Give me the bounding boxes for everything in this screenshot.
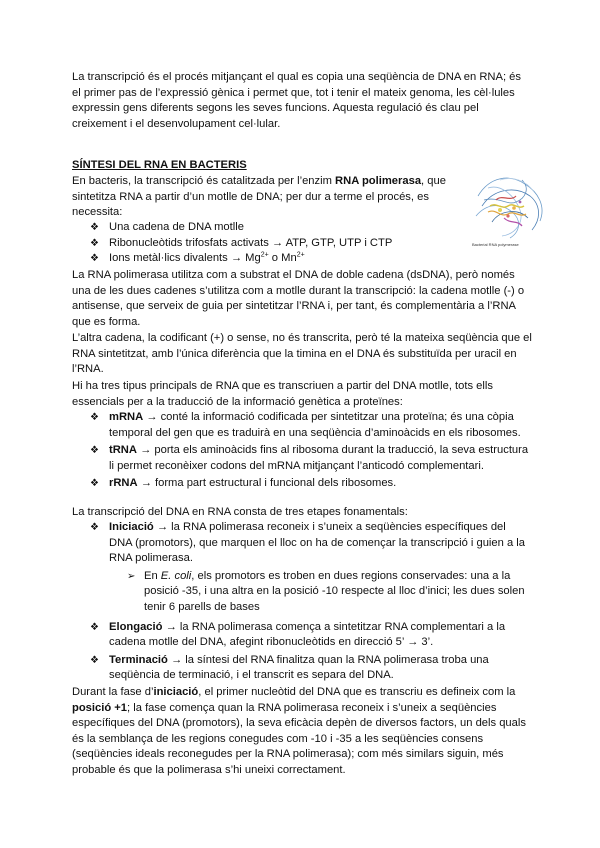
diamond-bullet-icon: ❖ xyxy=(90,253,99,265)
list-item: ❖ Ribonucleòtids trifosfats activats → ATP, GTP, UTP i CTP xyxy=(90,236,450,252)
list-item: ❖ tRNA → porta els aminoàcids fins al ribosoma durant la traducció, la seva estructura li permet reconèixer codons del mRNA mitjançant l’anticodó complementari. xyxy=(90,444,529,472)
list-item: ❖ rRNA → forma part estructural i funcional dels ribosomes. xyxy=(90,476,530,492)
stages-paragraph: La transcripció del DNA en RNA consta de tres etapes fonamentals: xyxy=(72,506,408,518)
diamond-bullet-icon: ❖ xyxy=(90,621,99,633)
diamond-bullet-icon: ❖ xyxy=(90,222,99,233)
other-strand-paragraph: L’altra cadena, la codificant (+) o sense, no és transcrita, però té la mateixa seqüència que el RNA sintetitzat, amb l’única diferència que la timina en el DNA és substituïda per uracil en l’RNA. xyxy=(72,332,532,376)
bacteria-intro-paragraph: En bacteris, la transcripció és catalitzada per l’enzim RNA polimerasa, que sintetitza RNA a partir d’un motlle de DNA; per dur a terme el procés, es necessita: xyxy=(72,175,446,219)
diamond-bullet-icon: ❖ xyxy=(90,478,99,490)
diamond-bullet-icon: ❖ xyxy=(90,237,99,249)
arrowhead-bullet-icon: ➢ xyxy=(127,570,136,582)
rna-polymerase-term: RNA polimerasa xyxy=(335,175,422,187)
diamond-bullet-icon: ❖ xyxy=(90,654,99,666)
rna-types-list xyxy=(90,410,530,492)
section-title: SÍNTESI DEL RNA EN BACTERIS xyxy=(72,159,247,171)
rna-polymerase-structure-image xyxy=(470,166,552,250)
stages-list xyxy=(90,520,530,684)
initiation-paragraph: Durant la fase d’iniciació, el primer nucleòtid del DNA que es transcriu es defineix com la posició +1; la fase comença quan la RNA polimerasa reconeix i s’uneix a seqüències específiques del DNA (promotors), la seva eficàcia depèn de diversos factors, un dels quals és la semblança de les regions conegudes com -10 i -35 a les seqüències consens (seqüències ideals reconegudes per la RNA polimerasa); com més similars siguin, més probable és que la polimerasa s’hi uneixi correctament. xyxy=(72,686,526,776)
list-item: ➢ En E. coli, els promotors es troben en dues regions conservades: una a la posició -35, i una altra en la posició -10 respecte al lloc d’inici; les dues solen tenir 6 parells de bases xyxy=(127,569,525,613)
list-item: ❖ Iniciació → la RNA polimerasa reconeix i s’uneix a seqüències específiques del DNA (promotors), que marquen el lloc on ha de començar la transcripció i guien a la RNA polimerasa. ➢ En E. coli, els promotors es troben en dues regions conservades: una a la posició -35, i una altra en la posició -10 respecte al lloc d’inici; les dues solen tenir 6 parells de bases xyxy=(90,520,530,616)
ecoli-sublist xyxy=(127,569,537,616)
intro-paragraph: La transcripció és el procés mitjançant el qual es copia una seqüència de DNA en RNA; és el primer pas de l’expressió gènica i permet que, tot i tenir el mateix genoma, les cèl·lules expressin gens diferents segons les seves funcions. Aquesta regulació és clau pel creixement i el desenvolupament cel·lular. xyxy=(72,71,521,130)
figure-caption: Bacterial RNA polymerase xyxy=(472,242,519,247)
list-item: ❖ Ions metàl·lics divalents → $Mg^{2+}$ o $Mn^{2+}$ xyxy=(90,251,450,267)
list-item: ❖ mRNA → conté la informació codificada per sintetitzar una proteïna; és una còpia temporal del gen que es traduirà en una seqüència d’aminoàcids en els ribosomes. xyxy=(90,411,521,439)
requirements-list xyxy=(90,220,450,267)
substrate-paragraph: La RNA polimerasa utilitza com a substrat el DNA de doble cadena (dsDNA), però només una de les dues cadenes s’utilitza com a motlle durant la transcripció: la cadena motlle (-) o antisense, que serveix de guia per sintetitzar l’RNA i, per tant, és complementària a l’RNA que es forma. xyxy=(72,269,525,328)
diamond-bullet-icon: ❖ xyxy=(90,522,99,533)
rna-types-paragraph: Hi ha tres tipus principals de RNA que es transcriuen a partir del DNA motlle, tots ells essencials per a la traducció de la informació genètica a proteïnes: xyxy=(72,380,493,408)
diamond-bullet-icon: ❖ xyxy=(90,412,99,423)
diamond-bullet-icon: ❖ xyxy=(90,445,99,457)
list-item: ❖ Elongació → la RNA polimerasa comença a sintetitzar RNA complementari a la cadena motlle del DNA, afegint ribonucleòtids en direcció 5’ → 3’. xyxy=(90,620,506,649)
list-item: ❖ Una cadena de DNA motlle xyxy=(90,220,450,236)
list-item: ❖ Terminació → la síntesi del RNA finalitza quan la RNA polimerasa troba una seqüència de terminació, i el transcrit es separa del DNA. xyxy=(90,653,489,682)
